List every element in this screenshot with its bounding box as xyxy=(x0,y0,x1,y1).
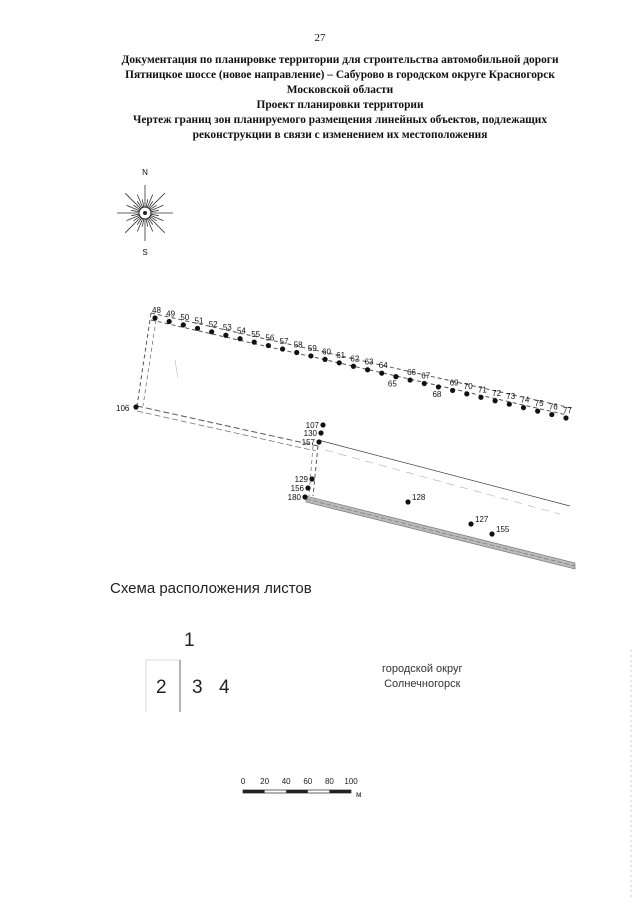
survey-point-67 xyxy=(422,381,427,386)
survey-point-label-127: 127 xyxy=(475,515,489,524)
survey-point-label-57: 57 xyxy=(279,337,289,347)
survey-point-77 xyxy=(563,415,568,420)
survey-point-62 xyxy=(351,364,356,369)
survey-point-label-66: 66 xyxy=(407,368,417,378)
survey-point-label-58: 58 xyxy=(293,340,303,350)
survey-point-71 xyxy=(478,395,483,400)
survey-point-58 xyxy=(294,350,299,355)
survey-point-68 xyxy=(436,384,441,389)
survey-point-56 xyxy=(266,343,271,348)
survey-point-label-76: 76 xyxy=(548,402,558,412)
compass-south-label: S xyxy=(142,248,148,257)
survey-point-label-130: 130 xyxy=(303,429,317,438)
sheet-1: 1 xyxy=(184,630,195,651)
survey-point-59 xyxy=(308,353,313,358)
survey-point-70 xyxy=(464,391,469,396)
title-line-4: Проект планировки территории xyxy=(256,99,424,111)
survey-point-label-69: 69 xyxy=(449,378,459,388)
survey-point-label-68: 68 xyxy=(432,389,442,399)
survey-point-label-48: 48 xyxy=(152,306,161,315)
survey-point-label-155: 155 xyxy=(496,525,510,534)
survey-point-107 xyxy=(320,422,325,427)
compass-north-label: N xyxy=(142,168,148,177)
sheet-schema-caption: Схема расположения листов xyxy=(110,580,312,597)
title-line-1: Документация по планировке территории для строительства автомобильной дороги xyxy=(121,54,559,66)
survey-point-50 xyxy=(181,322,186,327)
survey-point-64 xyxy=(379,371,384,376)
sheet-2: 2 xyxy=(156,677,167,698)
survey-point-61 xyxy=(337,360,342,365)
survey-point-label-52: 52 xyxy=(208,319,218,329)
title-line-2: Пятницкое шоссе (новое направление) – Сабурово в городском округе Красногорск xyxy=(125,69,555,81)
okrug-label xyxy=(382,662,463,692)
survey-point-label-77: 77 xyxy=(563,406,572,415)
survey-point-label-156: 156 xyxy=(290,484,304,493)
survey-point-60 xyxy=(322,357,327,362)
survey-point-49 xyxy=(167,319,172,324)
survey-point-127 xyxy=(468,521,473,526)
survey-point-51 xyxy=(195,326,200,331)
survey-point-label-49: 49 xyxy=(166,309,176,319)
okrug-label-line-2: Солнечногорск xyxy=(384,678,461,690)
survey-point-69 xyxy=(450,388,455,393)
sheet-4: 4 xyxy=(219,677,230,698)
survey-point-label-53: 53 xyxy=(222,323,232,333)
survey-point-label-106: 106 xyxy=(116,404,130,413)
survey-point-label-65: 65 xyxy=(387,379,397,389)
survey-point-label-129: 129 xyxy=(294,475,308,484)
survey-point-label-70: 70 xyxy=(463,381,473,391)
survey-point-156 xyxy=(305,485,310,490)
survey-point-53 xyxy=(223,333,228,338)
scale-tick-label: 60 xyxy=(303,777,313,786)
survey-point-label-60: 60 xyxy=(322,347,331,357)
scale-unit: м xyxy=(356,790,362,799)
survey-point-155 xyxy=(489,531,494,536)
survey-point-55 xyxy=(252,340,257,345)
survey-point-label-54: 54 xyxy=(237,326,246,336)
survey-point-72 xyxy=(493,398,498,403)
survey-point-57 xyxy=(280,346,285,351)
scale-tick-label: 20 xyxy=(260,777,270,786)
survey-point-74 xyxy=(521,405,526,410)
survey-point-label-55: 55 xyxy=(251,330,261,340)
survey-point-129 xyxy=(309,476,314,481)
survey-point-label-128: 128 xyxy=(412,493,426,502)
survey-point-label-72: 72 xyxy=(492,388,502,398)
compass-rose-icon xyxy=(117,168,173,257)
survey-point-label-75: 75 xyxy=(534,399,544,409)
survey-point-label-71: 71 xyxy=(477,385,487,395)
survey-point-52 xyxy=(209,329,214,334)
title-line-5: Чертеж границ зон планируемого размещения линейных объектов, подлежащих xyxy=(132,114,548,126)
survey-point-label-62: 62 xyxy=(350,354,360,364)
survey-point-label-50: 50 xyxy=(180,312,190,322)
survey-point-label-51: 51 xyxy=(194,316,204,326)
survey-point-label-56: 56 xyxy=(265,333,275,343)
survey-point-66 xyxy=(408,377,413,382)
scale-tick-label: 80 xyxy=(324,777,334,786)
scale-tick-label: 0 xyxy=(240,777,246,786)
scale-bar xyxy=(241,777,362,799)
survey-point-130 xyxy=(318,430,323,435)
page-number: 27 xyxy=(314,32,326,44)
survey-point-65 xyxy=(393,374,398,379)
scale-tick-label: 40 xyxy=(281,777,291,786)
survey-point-label-180: 180 xyxy=(287,493,301,502)
survey-point-label-73: 73 xyxy=(506,392,516,402)
survey-point-128 xyxy=(405,499,410,504)
survey-point-label-107: 107 xyxy=(305,421,319,430)
survey-point-76 xyxy=(549,412,554,417)
survey-point-157 xyxy=(316,439,321,444)
survey-point-label-67: 67 xyxy=(421,371,431,381)
survey-point-54 xyxy=(237,336,242,341)
survey-point-label-63: 63 xyxy=(364,357,374,367)
scale-tick-label: 100 xyxy=(344,777,358,786)
title-line-6: реконструкции в связи с изменением их местоположения xyxy=(192,129,488,141)
survey-point-106 xyxy=(133,404,138,409)
sheet-3: 3 xyxy=(192,677,203,698)
survey-point-180 xyxy=(302,494,307,499)
survey-point-73 xyxy=(507,402,512,407)
survey-point-label-157: 157 xyxy=(301,438,315,447)
survey-point-label-74: 74 xyxy=(520,395,530,405)
title-line-3: Московской области xyxy=(286,84,394,96)
survey-point-label-61: 61 xyxy=(336,350,346,360)
survey-point-75 xyxy=(535,409,540,414)
okrug-label-line-1: городской округ xyxy=(382,663,463,675)
survey-point-label-64: 64 xyxy=(378,361,388,371)
survey-point-63 xyxy=(365,367,370,372)
survey-point-label-59: 59 xyxy=(307,343,317,353)
survey-point-48 xyxy=(152,315,157,320)
